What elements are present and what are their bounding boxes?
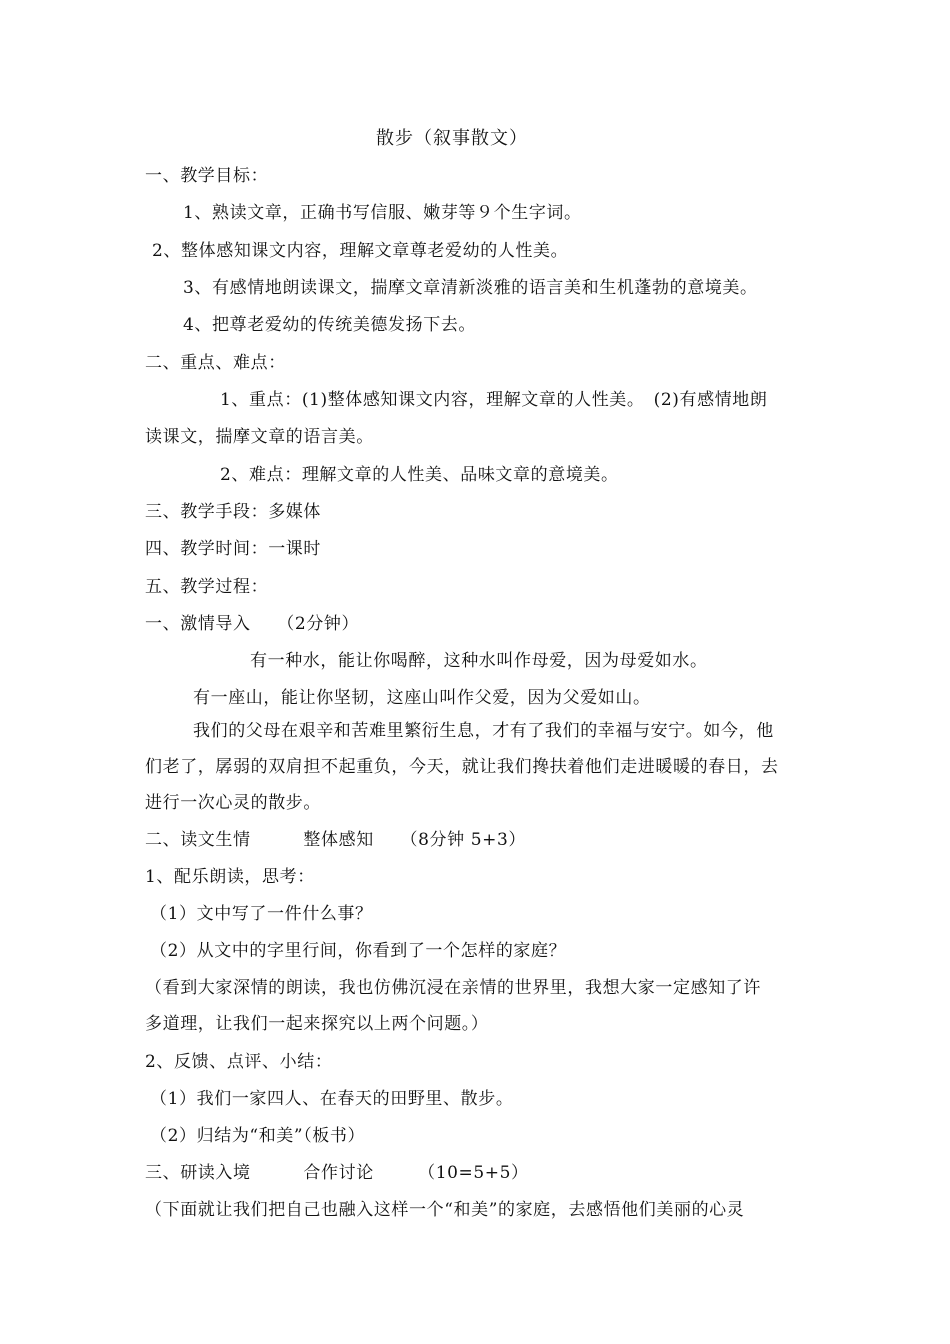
intro-paragraph-line: 有一种水，能让你喝醉，这种水叫作母爱，因为母爱如水。	[250, 651, 708, 671]
step-heading-study: 三、研读入境 合作讨论 （10=5+5）	[145, 1163, 529, 1183]
feedback-item-1: （1）我们一家四人、在春天的田野里、散步。	[150, 1089, 514, 1109]
difficulty-text: 2、难点：理解文章的人性美、品味文章的意境美。	[220, 465, 619, 485]
reading-note-line: （看到大家深情的朗读，我也仿佛沉浸在亲情的世界里，我想大家一定感知了许	[145, 978, 761, 998]
reading-subheading-2: 2、反馈、点评、小结：	[145, 1052, 333, 1072]
section-heading-objectives: 一、教学目标：	[145, 166, 269, 186]
reading-question-1: （1）文中写了一件什么事？	[150, 904, 373, 924]
section-heading-teaching-process: 五、教学过程：	[145, 577, 269, 597]
key-point-text: 1、重点：(1)整体感知课文内容，理解文章的人性美。 (2)有感情地朗	[220, 390, 768, 410]
reading-subheading-1: 1、配乐朗读，思考：	[145, 867, 315, 887]
reading-note-line: 多道理，让我们一起来探究以上两个问题。）	[145, 1014, 489, 1034]
section-heading-key-points: 二、重点、难点：	[145, 353, 286, 373]
section-heading-teaching-means: 三、教学手段：多媒体	[145, 502, 321, 522]
objective-item-3: 3、有感情地朗读课文，揣摩文章清新淡雅的语言美和生机蓬勃的意境美。	[183, 278, 758, 298]
step-heading-reading: 二、读文生情 整体感知 （8分钟 5+3）	[145, 830, 526, 850]
reading-question-2: （2）从文中的字里行间，你看到了一个怎样的家庭？	[150, 941, 567, 961]
intro-paragraph-line: 我们的父母在艰辛和苦难里繁衍生息，才有了我们的幸福与安宁。如今，他	[193, 721, 774, 741]
objective-item-2: 2、整体感知课文内容，理解文章尊老爱幼的人性美。	[152, 241, 569, 261]
section-heading-teaching-time: 四、教学时间：一课时	[145, 539, 321, 559]
objective-item-4: 4、把尊老爱幼的传统美德发扬下去。	[183, 315, 477, 335]
key-point-text-continued: 读课文，揣摩文章的语言美。	[145, 427, 374, 447]
intro-paragraph-line: 们老了，孱弱的双肩担不起重负，今天，就让我们搀扶着他们走进暖暖的春日，去	[145, 757, 779, 777]
intro-paragraph-line: 有一座山，能让你坚韧，这座山叫作父爱，因为父爱如山。	[193, 688, 651, 708]
feedback-item-2: （2）归结为“和美”（板书）	[150, 1126, 366, 1146]
study-paragraph-line: （下面就让我们把自己也融入这样一个“和美”的家庭，去感悟他们美丽的心灵	[145, 1200, 745, 1220]
document-title: 散步（叙事散文）	[376, 128, 528, 149]
intro-paragraph-line: 进行一次心灵的散步。	[145, 793, 321, 813]
objective-item-1: 1、熟读文章，正确书写信服、嫩芽等９个生字词。	[183, 203, 582, 223]
step-heading-introduction: 一、激情导入 （2分钟）	[145, 614, 360, 634]
